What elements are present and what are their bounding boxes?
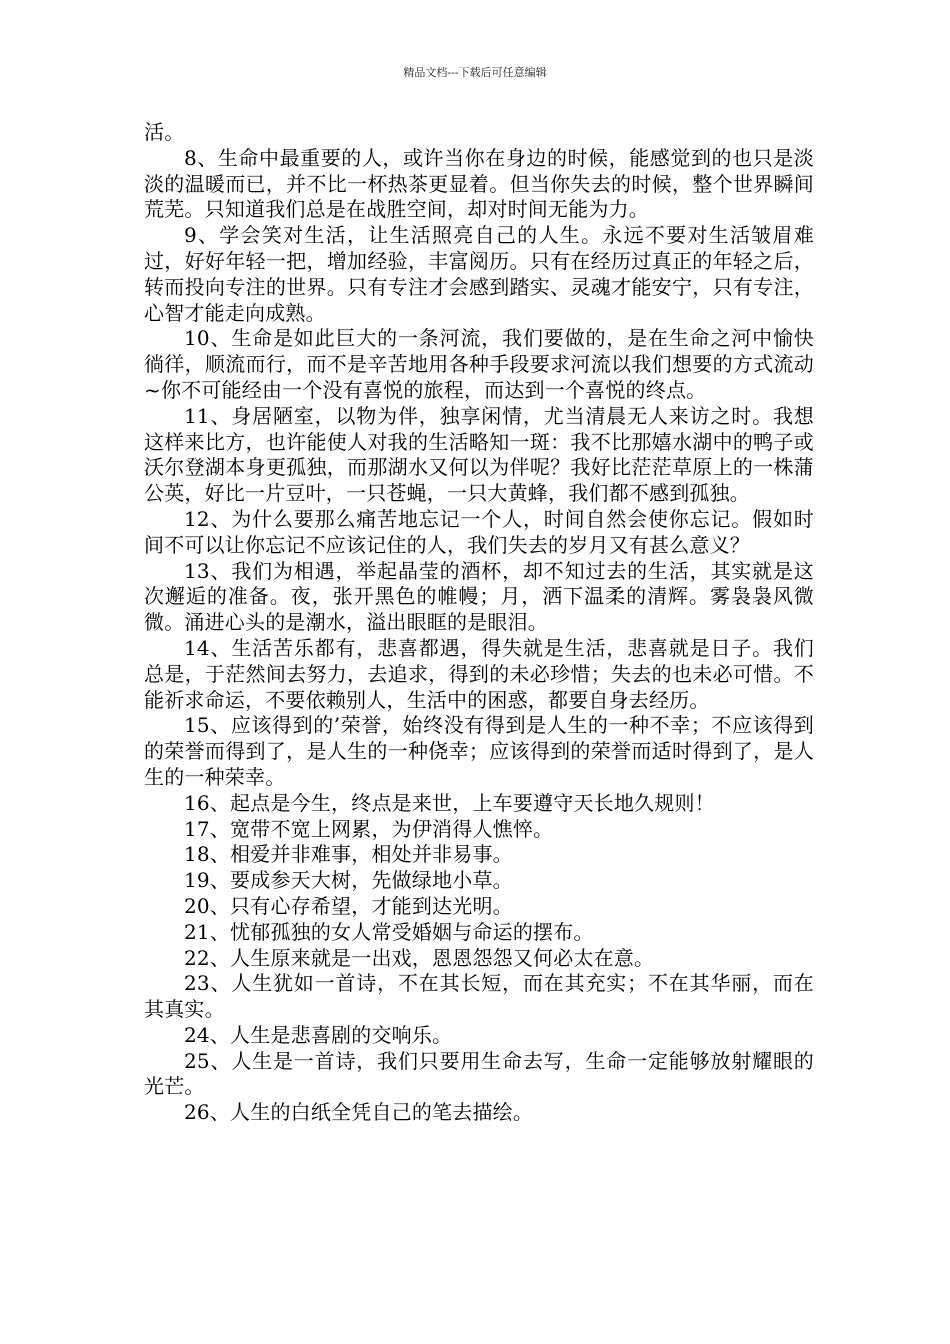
page-header: 精品文档---下载后可任意编辑 xyxy=(403,66,547,79)
paragraph-8: 8、生命中最重要的人，或许当你在身边的时候，能感觉到的也只是淡淡的温暖而已，并不比一杯热茶更显着。但当你失去的时候，整个世界瞬间荒芜。只知道我们总是在战胜空间，却对时间无能为力。 xyxy=(144,145,814,222)
paragraph-10: 10、生命是如此巨大的一条河流，我们要做的，是在生命之河中愉快徜徉，顺流而行，而不是辛苦地用各种手段要求河流以我们想要的方式流动~你不可能经由一个没有喜悦的旅程，而达到一个喜悦的终点。 xyxy=(144,326,814,402)
paragraph-9: 9、学会笑对生活，让生活照亮自己的人生。永远不要对生活皱眉难过，好好年轻一把，增加经验，丰富阅历。只有在经历过真正的年轻之后，转而投向专注的世界。只有专注才会感到踏实、灵魂才能安宁，只有专注，心智才能走向成熟。 xyxy=(144,223,814,325)
paragraph-13: 13、我们为相遇，举起晶莹的酒杯，却不知过去的生活，其实就是这次邂逅的准备。夜，张开黑色的帷幔；月，洒下温柔的清辉。雾袅袅风微微。涌进心头的是潮水，溢出眼眶的是眼泪。 xyxy=(144,558,814,635)
paragraph-19: 19、要成参天大树，先做绿地小草。 xyxy=(184,868,513,893)
paragraph-15: 15、应该得到的’荣誉，始终没有得到是人生的一种不幸；不应该得到的荣誉而得到了，是人生的一种侥幸；应该得到的荣誉而适时得到了，是人生的一种荣幸。 xyxy=(144,713,814,789)
paragraph-12: 12、为什么要那么痛苦地忘记一个人，时间自然会使你忘记。假如时间不可以让你忘记不应该记住的人，我们失去的岁月又有甚么意义？ xyxy=(144,506,814,557)
paragraph-14: 14、生活苦乐都有，悲喜都遇，得失就是生活，悲喜就是日子。我们总是，于茫然间去努力，去追求，得到的未必珍惜；失去的也未必可惜。不能祈求命运，不要依赖别人，生活中的困惑，都要自身去经历。 xyxy=(144,635,814,712)
paragraph-11: 11、身居陋室，以物为伴，独享闲情，尤当清晨无人来访之时。我想这样来比方，也许能使人对我的生活略知一斑：我不比那嬉水湖中的鸭子或沃尔登湖本身更孤独，而那湖水又何以为伴呢？我好比茫茫草原上的一株蒲公英，好比一片豆叶，一只苍蝇，一只大黄蜂，我们都不感到孤独。 xyxy=(144,403,814,506)
paragraph-26: 26、人生的白纸全凭自己的笔去描绘。 xyxy=(184,1100,534,1125)
paragraph-16: 16、起点是今生，终点是来世，上车要遵守天长地久规则！ xyxy=(184,790,715,815)
paragraph-17: 17、宽带不宽上网累，为伊消得人憔悴。 xyxy=(184,816,554,841)
paragraph-25: 25、人生是一首诗，我们只要用生命去写，生命一定能够放射耀眼的光芒。 xyxy=(144,1048,814,1099)
document-body xyxy=(144,120,814,1126)
paragraph-continuation: 活。 xyxy=(144,120,185,144)
paragraph-24: 24、人生是悲喜剧的交响乐。 xyxy=(184,1022,453,1047)
paragraph-18: 18、相爱并非难事，相处并非易事。 xyxy=(184,842,513,867)
paragraph-22: 22、人生原来就是一出戏，恩恩怨怨又何必太在意。 xyxy=(184,945,655,970)
paragraph-20: 20、只有心存希望，才能到达光明。 xyxy=(184,893,513,918)
paragraph-21: 21、忧郁孤独的女人常受婚姻与命运的摆布。 xyxy=(184,919,594,944)
paragraph-23: 23、人生犹如一首诗，不在其长短，而在其充实；不在其华丽，而在其真实。 xyxy=(144,971,814,1022)
